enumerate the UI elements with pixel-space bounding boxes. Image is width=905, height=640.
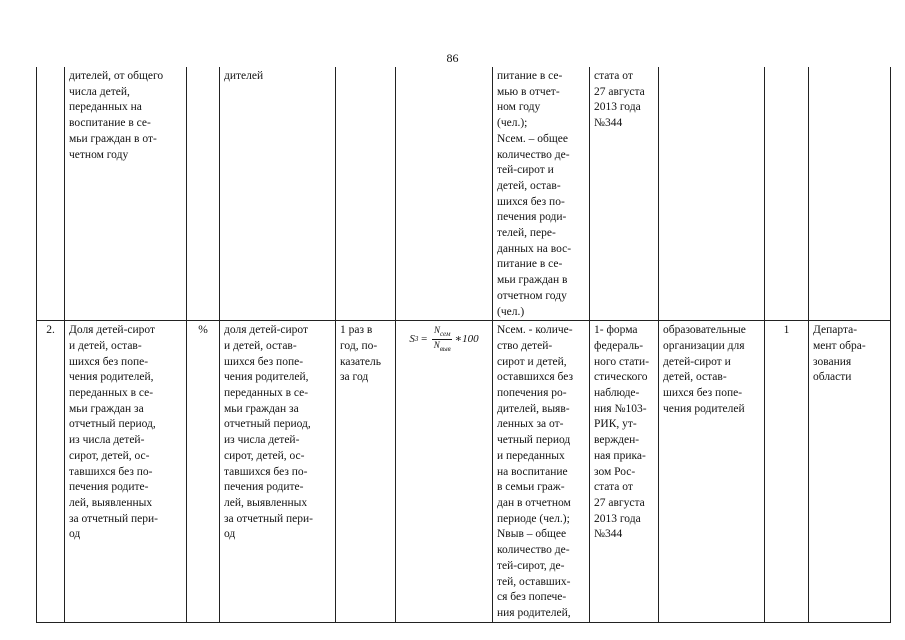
department-cell xyxy=(809,67,891,321)
row-number-cell xyxy=(37,67,65,321)
source-cell: стата от 27 августа 2013 года №344 xyxy=(590,67,659,321)
indicator-table xyxy=(36,67,891,623)
table-row xyxy=(37,67,891,321)
definition-cell: доля детей-сирот и детей, остав- шихся без попе- чения родителей, переданных в се- мьи граждан за отчетный период, из числа детей- сирот, детей, ос- тавшихся без по- печения родите- лей, выявленных за отчетный пери- од xyxy=(220,321,336,622)
variables-cell: Nсем. - количе- ство детей- сирот и детей, оставшихся без попечения ро- дителей, выяв- ленных за от- четный период и переданных на воспитание в семьи граж- дан в отчетном периоде (чел.); Nвыв – общее количество де- тей-сирот, де- тей, оставших- ся без попече- ния родителей, xyxy=(493,321,590,622)
periodicity-cell: 1 раз в год, по- казатель за год xyxy=(336,321,396,622)
definition-cell: дителей xyxy=(220,67,336,321)
unit-cell xyxy=(187,67,220,321)
table-row xyxy=(37,321,891,622)
formula-cell xyxy=(396,321,493,622)
unit-cell: % xyxy=(187,321,220,622)
variables-cell: питание в се- мью в отчет- ном году (чел.); Nсем. – общее количество де- тей-сирот и детей, остав- шихся без по- печения роди- телей, пере- данных на вос- питание в се- мьи граждан в отчетном году (чел.) xyxy=(493,67,590,321)
indicator-name-cell: Доля детей-сирот и детей, остав- шихся без попе- чения родителей, переданных в се- мьи граждан за отчетный период, из числа детей- сирот, детей, ос- тавшихся без по- печения родите- лей, выявленных за отчетный пери- од xyxy=(65,321,187,622)
source-cell: 1- форма федераль- ного стати- стического наблюде- ния №103- РИК, ут- вержден- ная прика- зом Рос- стата от 27 августа 2013 года №344 xyxy=(590,321,659,622)
formula-cell xyxy=(396,67,493,321)
periodicity-cell xyxy=(336,67,396,321)
row-number-cell: 2. xyxy=(37,321,65,622)
page-number: 86 xyxy=(446,51,459,65)
responsible-org-cell: образовательные организации для детей-сирот и детей, остав- шихся без попе- чения родителей xyxy=(659,321,765,622)
indicator-name-cell: дителей, от общего числа детей, переданных на воспитание в се- мьи граждан в от- четном году xyxy=(65,67,187,321)
value-cell: 1 xyxy=(765,321,809,622)
formula: S 3 = $\frac{N_{сем}}{N_{выв}}$ ∗100 xyxy=(409,325,479,353)
responsible-org-cell xyxy=(659,67,765,321)
value-cell xyxy=(765,67,809,321)
department-cell: Департа- мент обра- зования области xyxy=(809,321,891,622)
